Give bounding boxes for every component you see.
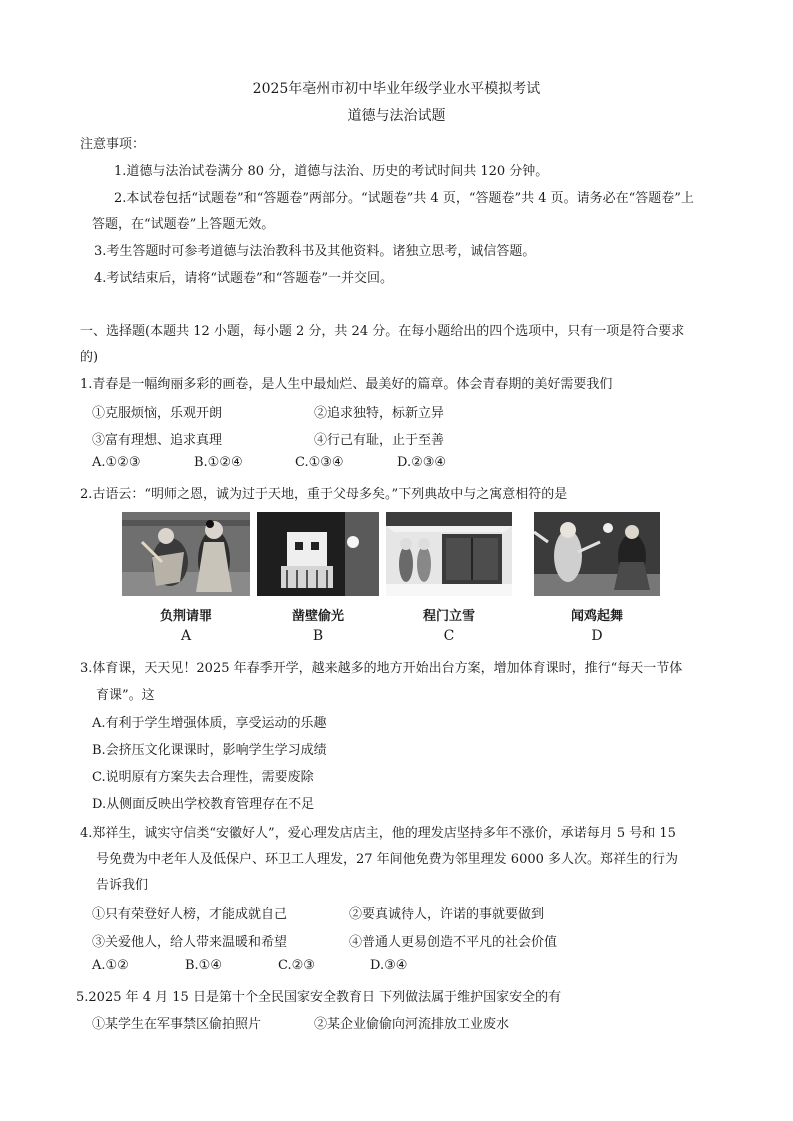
q1-option-d: D.②③④ — [397, 455, 447, 470]
page-title: 2025年亳州市初中毕业年级学业水平模拟考试 — [252, 81, 541, 97]
q3-option-d: D.从侧面反映出学校教育管理存在不足 — [92, 797, 315, 812]
illustration-d — [534, 512, 660, 596]
question-4-stem-cont2: 告诉我们 — [96, 878, 149, 893]
page-subtitle: 道德与法治试题 — [347, 108, 446, 124]
q4-option-b: B.①④ — [185, 958, 222, 973]
question-4-stem-cont: 号免费为中老年人及低保户、环卫工人理发，27 年间他免费为邻里理发 6000 多人次。郑祥生的行为 — [96, 852, 679, 867]
illustration-a — [122, 512, 250, 596]
q4-statement-4: ④普通人更易创造不平凡的社会价值 — [349, 935, 558, 950]
caption-d: 闻鸡起舞 — [570, 609, 623, 624]
notice-item-4: 4.考试结束后，请将“试题卷”和“答题卷”一并交回。 — [94, 271, 393, 286]
q1-statement-3: ③富有理想、追求真理 — [92, 433, 223, 448]
q4-option-a: A.①② — [92, 958, 129, 973]
notice-item-2: 2.本试卷包括“试题卷”和“答题卷”两部分。“试题卷”共 4 页，“答题卷”共 4 页。请务必在“答题卷”上 — [114, 191, 694, 206]
question-4-stem: 4.郑祥生，诚实守信类“安徽好人”，爱心理发店店主，他的理发店坚持多年不涨价，承诺每月 5 号和 15 — [80, 826, 676, 841]
q5-statement-2: ②某企业偷偷向河流排放工业废水 — [314, 1017, 510, 1032]
q4-statement-1: ①只有荣登好人榜，才能成就自己 — [92, 907, 288, 922]
letter-d: D — [591, 628, 603, 644]
q5-statement-1: ①某学生在军事禁区偷拍照片 — [92, 1017, 262, 1032]
q4-option-d: D.③④ — [370, 958, 408, 973]
q3-option-a: A.有利于学生增强体质，享受运动的乐趣 — [92, 716, 327, 731]
caption-c: 程门立雪 — [422, 609, 475, 624]
illustration-c — [386, 512, 512, 596]
question-3-stem: 3.体育课，天天见！2025 年春季开学，越来越多的地方开始出台方案，增加体育课时，推行“每天一节体 — [80, 661, 683, 676]
question-5-stem: 5.2025 年 4 月 15 日是第十个全民国家安全教育日 下列做法属于维护国家安全的有 — [76, 990, 562, 1005]
q3-option-b: B.会挤压文化课课时，影响学生学习成绩 — [92, 743, 327, 758]
question-2-stem: 2.古语云：“明师之恩，诚为过于天地，重于父母多矣。”下列典故中与之寓意相符的是 — [80, 487, 568, 502]
q4-option-c: C.②③ — [278, 958, 315, 973]
caption-a: 负荆请罪 — [159, 609, 212, 624]
q1-option-c: C.①③④ — [295, 455, 344, 470]
q1-statement-4: ④行己有耻，止于至善 — [314, 433, 445, 448]
q1-statement-1: ①克服烦恼，乐观开朗 — [92, 406, 223, 421]
question-3-stem-cont: 育课”。这 — [96, 688, 155, 703]
q1-statement-2: ②追求独特，标新立异 — [314, 406, 445, 421]
caption-b: 凿壁偷光 — [291, 609, 344, 624]
notice-item-1: 1.道德与法治试卷满分 80 分，道德与法治、历史的考试时间共 120 分钟。 — [114, 164, 549, 179]
letter-b: B — [312, 628, 324, 644]
letter-c: C — [443, 628, 455, 644]
letter-a: A — [180, 628, 192, 644]
notice-item-2-cont: 答题，在“试题卷”上答题无效。 — [92, 217, 275, 232]
notice-heading: 注意事项： — [80, 137, 146, 152]
q4-statement-2: ②要真诚待人，许诺的事就要做到 — [349, 907, 545, 922]
q1-option-b: B.①②④ — [194, 455, 243, 470]
section-heading: 一、选择题(本题共 12 小题，每小题 2 分，共 24 分。在每小题给出的四个选项中，只有一项是符合要求 — [80, 324, 685, 339]
question-1-stem: 1.青春是一幅绚丽多彩的画卷，是人生中最灿烂、最美好的篇章。体会青春期的美好需要我们 — [80, 377, 613, 392]
q3-option-c: C.说明原有方案失去合理性，需要废除 — [92, 770, 314, 785]
illustration-b — [257, 512, 379, 596]
q4-statement-3: ③关爱他人，给人带来温暖和希望 — [92, 935, 288, 950]
section-heading-cont: 的) — [80, 350, 99, 365]
q1-option-a: A.①②③ — [92, 455, 141, 470]
notice-item-3: 3.考生答题时可参考道德与法治教科书及其他资料。诸独立思考，诚信答题。 — [94, 244, 536, 259]
